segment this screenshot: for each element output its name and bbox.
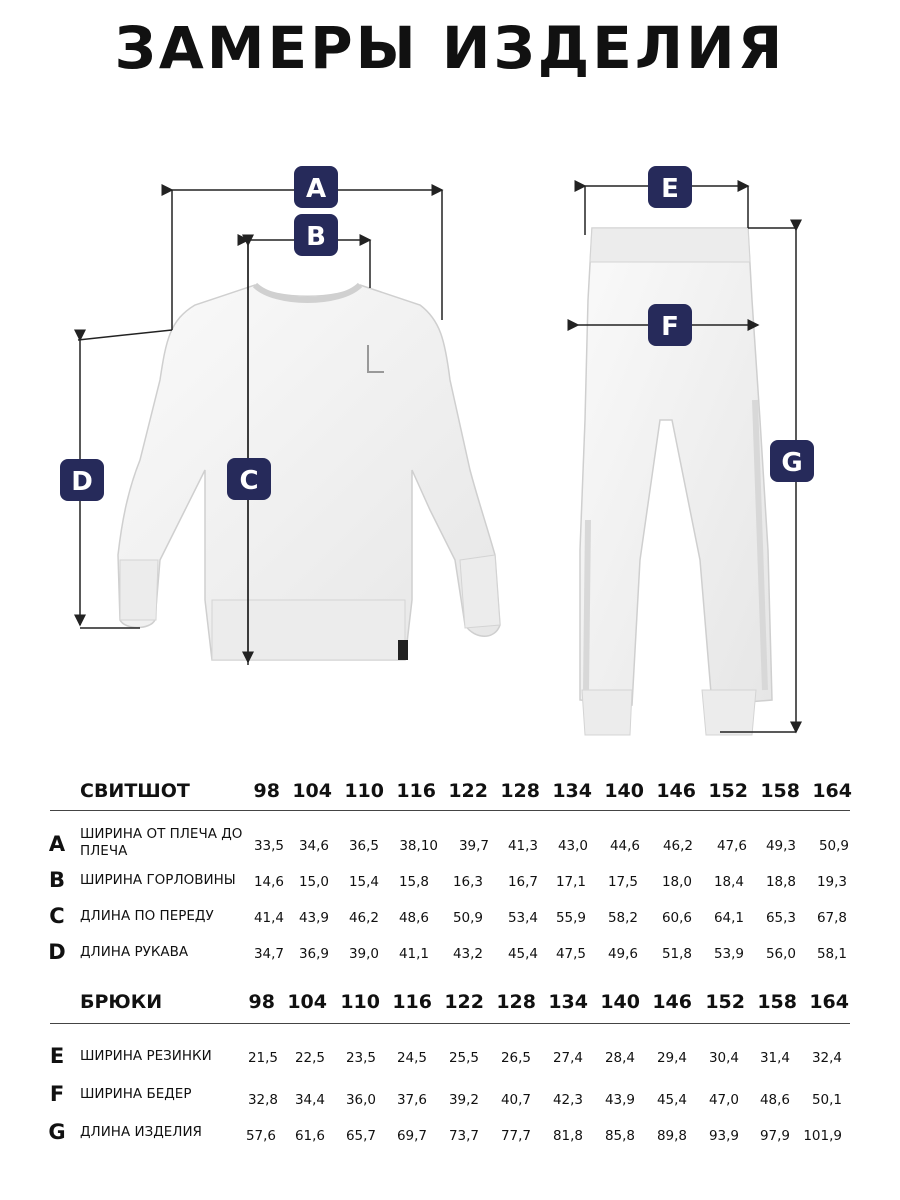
row-letter: D: [48, 940, 66, 964]
size-col: 134: [548, 991, 588, 1013]
cell: 48,6: [759, 1092, 790, 1108]
badge-f: [648, 304, 692, 346]
row-label: ДЛИНА ИЗДЕЛИЯ: [80, 1124, 202, 1140]
size-col: 116: [392, 991, 432, 1013]
cell: 45,4: [656, 1092, 687, 1108]
divider: [50, 810, 850, 811]
cell: 39,7: [458, 838, 489, 854]
cell: 34,4: [294, 1092, 325, 1108]
size-col: 128: [500, 780, 540, 802]
badge-a-label: A: [305, 174, 327, 204]
cell: 34,7: [253, 946, 284, 962]
sweatshirt-row-d: [0, 940, 900, 970]
size-col: 146: [656, 780, 696, 802]
size-col: 110: [344, 780, 384, 802]
cell: 51,8: [661, 946, 692, 962]
size-col: 140: [604, 780, 644, 802]
cell: 85,8: [604, 1128, 635, 1144]
size-col: 110: [340, 991, 380, 1013]
cell: 58,2: [607, 910, 638, 926]
cell: 15,8: [398, 874, 429, 890]
cell: 24,5: [396, 1050, 427, 1066]
cell: 93,9: [708, 1128, 739, 1144]
cell: 15,0: [298, 874, 329, 890]
cell: 65,7: [345, 1128, 376, 1144]
badge-b: [294, 214, 338, 256]
size-col: 164: [809, 991, 849, 1013]
badge-g-label: G: [781, 448, 803, 478]
row-letter: G: [48, 1120, 66, 1144]
cell: 43,9: [298, 910, 329, 926]
cell: 73,7: [448, 1128, 479, 1144]
size-col: 122: [444, 991, 484, 1013]
row-label: ДЛИНА РУКАВА: [80, 944, 189, 960]
badge-b-label: B: [306, 222, 326, 252]
cell: 41,1: [398, 946, 429, 962]
cell: 41,3: [507, 838, 538, 854]
cell: 18,4: [713, 874, 744, 890]
cell: 30,4: [708, 1050, 739, 1066]
cell: 49,6: [607, 946, 638, 962]
cell: 36,0: [345, 1092, 376, 1108]
cell: 55,9: [555, 910, 586, 926]
badge-f-label: F: [661, 312, 679, 342]
size-col: 134: [552, 780, 592, 802]
size-col: 128: [496, 991, 536, 1013]
cell: 23,5: [345, 1050, 376, 1066]
cell: 64,1: [713, 910, 744, 926]
cell: 39,0: [348, 946, 379, 962]
cell: 43,0: [557, 838, 588, 854]
cell: 28,4: [604, 1050, 635, 1066]
cell: 47,0: [708, 1092, 739, 1108]
cell: 32,8: [247, 1092, 278, 1108]
cell: 97,9: [759, 1128, 790, 1144]
badge-c-label: C: [239, 466, 259, 496]
row-label: ДЛИНА ПО ПЕРЕДУ: [80, 908, 214, 924]
cell: 39,2: [448, 1092, 479, 1108]
size-col: 104: [292, 780, 332, 802]
cell: 36,5: [348, 838, 379, 854]
page-title: ЗАМЕРЫ ИЗДЕЛИЯ: [114, 14, 786, 82]
pants-row-f: [0, 1082, 900, 1112]
cell: 47,6: [716, 838, 747, 854]
cell: 42,3: [552, 1092, 583, 1108]
row-label: ШИРИНА ОТ ПЛЕЧА ДО ПЛЕЧА: [80, 826, 243, 859]
cell: 69,7: [396, 1128, 427, 1144]
size-col: 152: [708, 780, 748, 802]
cell: 61,6: [294, 1128, 325, 1144]
size-col: 98: [253, 780, 280, 802]
cell: 57,6: [245, 1128, 276, 1144]
cell: 50,1: [811, 1092, 842, 1108]
size-col: 158: [760, 780, 800, 802]
pants-header-row: [0, 991, 900, 1021]
cell: 41,4: [253, 910, 284, 926]
badge-g: [770, 440, 814, 482]
cell: 27,4: [552, 1050, 583, 1066]
cell: 58,1: [816, 946, 847, 962]
sweatshirt-header-row: [0, 780, 900, 810]
size-col: 152: [705, 991, 745, 1013]
size-col: 146: [652, 991, 692, 1013]
cell: 38,10: [399, 838, 438, 854]
cell: 21,5: [247, 1050, 278, 1066]
cell: 89,8: [656, 1128, 687, 1144]
cell: 18,8: [765, 874, 796, 890]
cell: 40,7: [500, 1092, 531, 1108]
row-letter: C: [49, 904, 65, 928]
cell: 56,0: [765, 946, 796, 962]
size-col: 98: [248, 991, 275, 1013]
cell: 46,2: [348, 910, 379, 926]
cell: 65,3: [765, 910, 796, 926]
cell: 43,2: [452, 946, 483, 962]
pants-row-e: [0, 1044, 900, 1074]
size-col: 104: [287, 991, 327, 1013]
cell: 16,3: [452, 874, 483, 890]
cell: 49,3: [765, 838, 796, 854]
divider: [50, 1023, 850, 1024]
cell: 43,9: [604, 1092, 635, 1108]
cell: 50,9: [818, 838, 849, 854]
cell: 81,8: [552, 1128, 583, 1144]
cell: 67,8: [816, 910, 847, 926]
cell: 32,4: [811, 1050, 842, 1066]
cell: 37,6: [396, 1092, 427, 1108]
pants-header: БРЮКИ: [80, 991, 163, 1013]
cell: 19,3: [816, 874, 847, 890]
badge-a: [294, 166, 338, 208]
cell: 53,4: [507, 910, 538, 926]
cell: 44,6: [609, 838, 640, 854]
cell: 31,4: [759, 1050, 790, 1066]
cell: 77,7: [500, 1128, 531, 1144]
sweatshirt-row-a: [0, 826, 900, 859]
sweatshirt-illustration: [118, 285, 500, 660]
cell: 17,1: [555, 874, 586, 890]
row-letter: B: [48, 868, 65, 892]
cell: 36,9: [298, 946, 329, 962]
size-col: 140: [600, 991, 640, 1013]
row-label: ШИРИНА ГОРЛОВИНЫ: [80, 872, 236, 888]
cell: 53,9: [713, 946, 744, 962]
cell: 26,5: [500, 1050, 531, 1066]
sweatshirt-row-b: [0, 868, 900, 898]
cell: 48,6: [398, 910, 429, 926]
size-col: 164: [812, 780, 852, 802]
cell: 22,5: [294, 1050, 325, 1066]
cell: 18,0: [661, 874, 692, 890]
size-col: 122: [448, 780, 488, 802]
row-letter: E: [49, 1044, 65, 1068]
size-col: 158: [757, 991, 797, 1013]
badge-d-label: D: [71, 467, 93, 497]
cell: 34,6: [298, 838, 329, 854]
row-letter: F: [49, 1082, 65, 1106]
cell: 29,4: [656, 1050, 687, 1066]
cell: 101,9: [803, 1128, 842, 1144]
pants-row-g: [0, 1120, 900, 1150]
cell: 15,4: [348, 874, 379, 890]
size-col: 116: [396, 780, 436, 802]
cell: 47,5: [555, 946, 586, 962]
cell: 45,4: [507, 946, 538, 962]
cell: 17,5: [607, 874, 638, 890]
badge-e-label: E: [661, 174, 679, 204]
cell: 14,6: [253, 874, 284, 890]
badge-c: [227, 458, 271, 500]
row-label: ШИРИНА БЕДЕР: [80, 1086, 192, 1102]
badge-e: [648, 166, 692, 208]
row-letter: A: [48, 832, 66, 856]
sweatshirt-row-c: [0, 904, 900, 934]
cell: 50,9: [452, 910, 483, 926]
cell: 60,6: [661, 910, 692, 926]
badge-d: [60, 459, 104, 501]
sweatshirt-header: СВИТШОТ: [80, 780, 190, 802]
cell: 25,5: [448, 1050, 479, 1066]
cell: 33,5: [253, 838, 284, 854]
row-label: ШИРИНА РЕЗИНКИ: [80, 1048, 212, 1064]
cell: 16,7: [507, 874, 538, 890]
cell: 46,2: [662, 838, 693, 854]
